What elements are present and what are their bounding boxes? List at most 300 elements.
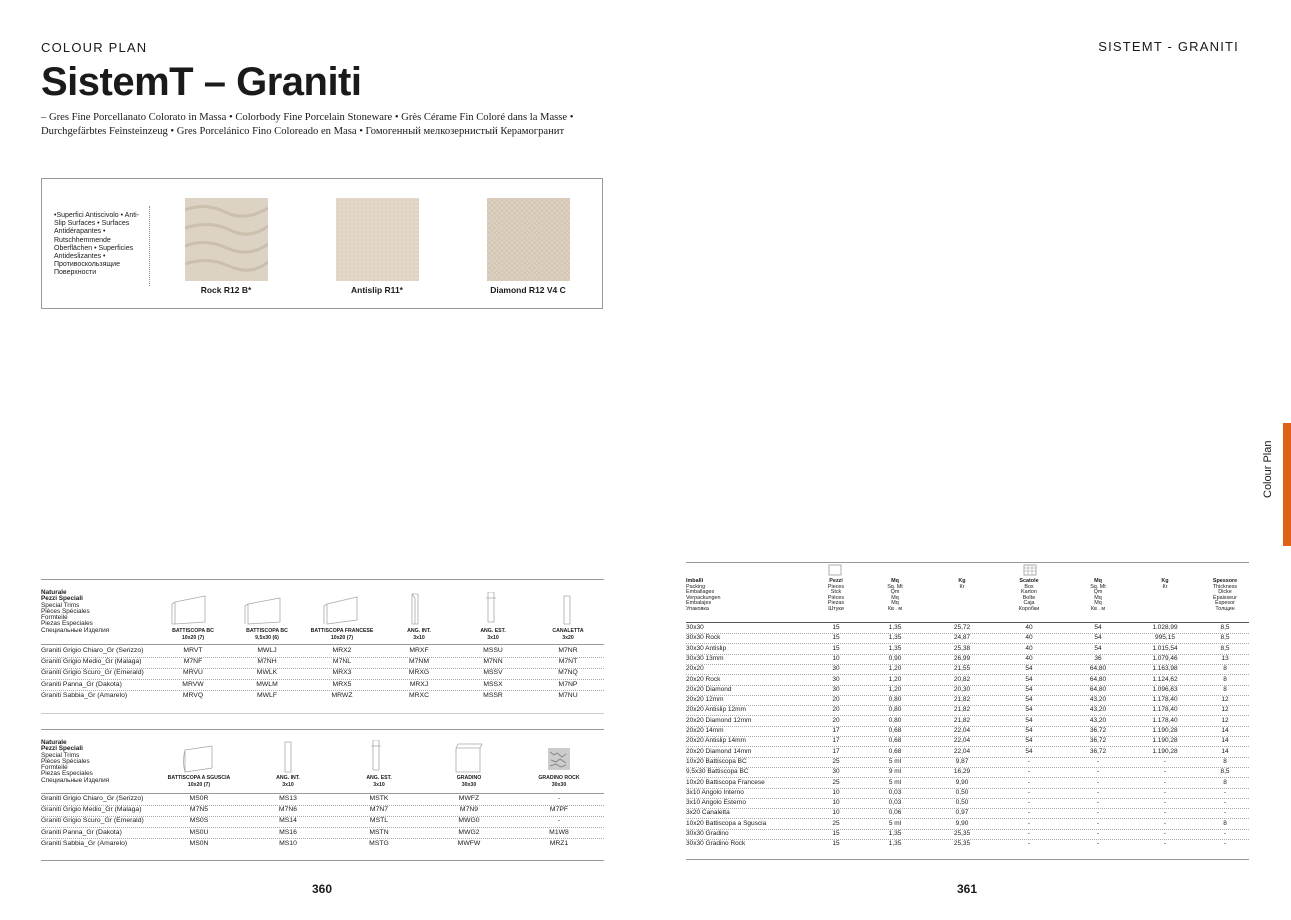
table2-code-cell: M1W8	[549, 828, 569, 836]
gradino-icon	[456, 744, 482, 772]
packing-value-cell: 1.190,28	[1152, 727, 1178, 734]
table2-row-name: Graniti Sabbia_Gr (Amarelo)	[41, 839, 128, 847]
packing-value-cell: 30	[832, 665, 840, 673]
packing-value-cell: -	[1096, 788, 1100, 796]
packing-header-line: Kg	[1161, 578, 1169, 584]
box-icon	[1023, 564, 1037, 576]
swatch-label-diamond: Diamond R12 V4 C	[490, 285, 566, 295]
table2-trims-label: Naturale Pezzi Speciali Special Trims Pièces Spéciales Formteile Piezas Especiales Специальные Изделия	[41, 739, 110, 784]
packing-value-cell: -	[1096, 799, 1100, 807]
packing-value-cell: 1.190,28	[1152, 737, 1178, 745]
table2-code-cell: MSTL	[369, 817, 389, 825]
packing-value-cell: 22,04	[953, 747, 971, 755]
packing-value-cell: 25	[832, 778, 840, 786]
packing-header-line: Коробки	[1018, 605, 1040, 612]
table1-code-cell: MRVQ	[182, 691, 204, 699]
table1-col-header	[523, 628, 613, 641]
table1-row-name: Graniti Sabbia_Gr (Amarelo)	[41, 691, 128, 699]
table2-row-name: Graniti Grigio Chiaro_Gr (Serizzo)	[41, 795, 144, 802]
table2-col-header	[514, 775, 604, 788]
finishes-panel	[41, 178, 603, 309]
packing-value-cell: 12	[1221, 696, 1229, 704]
packing-value-cell: 40	[1025, 624, 1033, 631]
swatch-diamond	[487, 198, 570, 281]
packing-col-header	[806, 579, 866, 613]
packing-row-label: 30x30	[686, 624, 704, 631]
packing-value-cell: 10	[832, 809, 840, 817]
table2-code-cell: MSTG	[369, 839, 389, 847]
packing-value-cell: 5 ml	[888, 757, 902, 765]
packing-row-label: 3x10 Angolo Interno	[686, 788, 744, 796]
table1-code-cell: MRVW	[182, 680, 204, 688]
table1-code-cell: MSSU	[483, 647, 503, 654]
packing-header-line: Кв . м	[1090, 605, 1106, 612]
packing-header-line: Espesor	[1215, 600, 1235, 607]
table1-code-cell: MWLJ	[257, 647, 277, 654]
column-size: 3x10	[487, 634, 499, 641]
section-label: COLOUR PLAN	[41, 40, 148, 55]
packing-col-header	[932, 579, 992, 590]
packing-value-cell: -	[1027, 840, 1031, 848]
packing-value-cell: -	[1223, 830, 1227, 837]
table1-bottom-rule	[41, 713, 604, 714]
column-name: ANG. EST.	[366, 775, 392, 781]
packing-value-cell: 54	[1025, 716, 1033, 724]
packing-value-cell: 8,5	[1220, 624, 1230, 631]
packing-value-cell: -	[1027, 819, 1031, 827]
packing-value-cell: 54	[1025, 747, 1033, 755]
packing-value-cell: -	[1163, 819, 1167, 827]
packing-header-line: Кг	[1162, 583, 1168, 590]
packing-value-cell: 9,90	[955, 819, 969, 827]
packing-row-header: Imballi Packing Emballages Verpackungen Embalajes Упаковка	[686, 578, 721, 612]
packing-value-cell: 25,38	[953, 644, 971, 652]
packing-value-cell: 1.178,40	[1152, 716, 1178, 724]
table2-code-cell: M7N7	[369, 806, 389, 814]
packing-value-cell: 1,20	[888, 675, 902, 683]
packing-header-line: Karton	[1021, 589, 1037, 596]
packing-value-cell: 1.178,40	[1152, 706, 1178, 714]
packing-value-cell: -	[1163, 757, 1167, 765]
packing-value-cell: 14	[1221, 737, 1229, 745]
canaletta-icon	[564, 596, 570, 624]
table1-trim-icons	[150, 592, 600, 626]
finishes-description: •Superfici Antiscivolo • Anti-Slip Surfaces • Surfaces Antidérapantes • Rutschhemmende Oberflächen • Superficies Antideslizantes • Противоскользящие Поверхности	[54, 212, 140, 277]
packing-header-rule	[686, 622, 1249, 623]
packing-value-cell: -	[1163, 840, 1167, 848]
packing-value-cell: 36,72	[1089, 737, 1107, 745]
packing-value-cell: 15	[832, 830, 840, 837]
table1-code-cell: MRX3	[332, 669, 352, 677]
battiscopa-bc-icon	[172, 596, 205, 624]
packing-header-line: Толщин	[1215, 605, 1235, 612]
packing-value-cell: 1,35	[888, 840, 902, 848]
table2-code-cell: -	[557, 817, 561, 825]
table2-code-cell: MWG0	[458, 817, 480, 825]
packing-header-line: Piezas	[827, 600, 845, 607]
packing-value-cell: 20,30	[953, 685, 971, 693]
table2-code-cell: MWG2	[458, 828, 480, 836]
table2-code-cell: MS0N	[189, 839, 209, 847]
ang-est-2-icon	[371, 740, 381, 770]
packing-value-cell: 1,35	[888, 830, 902, 837]
packing-header-line: Mq	[891, 578, 899, 584]
table1-code-cell: MRX5	[332, 680, 352, 688]
packing-value-cell: 0,80	[888, 706, 902, 714]
packing-value-cell: 0,97	[955, 809, 969, 817]
packing-value-cell: 0,03	[888, 799, 902, 807]
packing-row-label: 20x20 Antislip 14mm	[686, 737, 746, 745]
table1-code-cell: M7NU	[558, 691, 578, 699]
packing-value-cell: 1.163,98	[1152, 665, 1178, 673]
column-name: GRADINO	[456, 775, 482, 781]
battiscopa-bc-9x30-icon	[245, 598, 280, 624]
table1-code-cell: MRVT	[183, 647, 203, 654]
packing-value-cell: 9 ml	[888, 768, 902, 776]
packing-value-cell: 22,04	[953, 727, 971, 734]
table2-code-cell: MWFW	[457, 839, 481, 847]
packing-value-cell: 14	[1221, 727, 1229, 734]
column-size: 3x10	[373, 781, 385, 788]
packing-value-cell: 21,82	[953, 716, 971, 724]
running-header: SISTEMT - GRANITI	[1098, 39, 1239, 54]
table2-code-cell: M7PF	[549, 806, 569, 814]
packing-value-cell: -	[1163, 799, 1167, 807]
table2-code-cell: MS0U	[189, 828, 209, 836]
packing-value-cell: 995,15	[1155, 634, 1175, 642]
packing-value-cell: 30	[832, 675, 840, 683]
table2-code-cell: MS0R	[189, 795, 209, 802]
packing-value-cell: 17	[832, 727, 840, 734]
column-size: 3x20	[562, 634, 574, 641]
packing-top-rule	[686, 562, 1249, 563]
table1-row-name: Graniti Grigio Medio_Gr (Malaga)	[41, 658, 142, 666]
ang-est-icon	[486, 592, 496, 622]
table1-code-cell: MRXF	[409, 647, 429, 654]
packing-value-cell: 0,50	[955, 788, 969, 796]
table1-code-cell: M7NQ	[558, 669, 578, 677]
packing-row-label: 10x20 Battiscopa BC	[686, 757, 747, 765]
rock-texture-image	[185, 198, 268, 281]
column-name: ANG. INT.	[276, 775, 300, 781]
packing-value-cell: 15	[832, 624, 840, 631]
packing-value-cell: 8	[1223, 675, 1227, 683]
packing-row-label: 20x20 Rock	[686, 675, 721, 683]
packing-header-line: Pieces	[827, 583, 845, 590]
packing-header-line: Sq. Mt	[887, 583, 903, 590]
packing-col-header	[1135, 579, 1195, 590]
packing-value-cell: -	[1096, 819, 1100, 827]
swatch-antislip	[336, 198, 419, 281]
packing-value-cell: 1.190,28	[1152, 747, 1178, 755]
packing-header-line: Кв . м	[887, 605, 903, 612]
table1-code-cell: MRWZ	[331, 691, 353, 699]
packing-header-line: Mq	[891, 594, 899, 601]
packing-header-line: Kg	[958, 578, 966, 584]
table1-code-cell: MRXG	[408, 669, 430, 677]
packing-value-cell: 5 ml	[888, 819, 902, 827]
ang-int-2-icon	[285, 742, 291, 772]
finishes-divider	[149, 206, 150, 286]
packing-value-cell: 43,20	[1089, 716, 1107, 724]
table2-code-cell: MSTN	[369, 828, 389, 836]
table1-code-cell: M7NP	[558, 680, 578, 688]
column-name: BATTISCOPA BC	[246, 628, 288, 634]
packing-value-cell: 20	[832, 696, 840, 704]
packing-value-cell: 1.079,46	[1152, 654, 1178, 662]
column-name: ANG. INT.	[407, 628, 431, 634]
packing-header-line: Кг	[959, 583, 965, 590]
column-name: BATTISCOPA FRANCESE	[310, 628, 374, 634]
packing-value-cell: -	[1027, 778, 1031, 786]
packing-header-line: Boîte	[1022, 594, 1036, 601]
packing-row-label: 10x20 Battiscopa a Sguscia	[686, 819, 767, 827]
packing-value-cell: 1,20	[888, 685, 902, 693]
packing-header-line: Épaisseur	[1213, 594, 1237, 601]
table1-row-name: Graniti Grigio Chiaro_Gr (Serizzo)	[41, 647, 144, 654]
table1-row-name: Graniti Grigio Scuro_Gr (Emerald)	[41, 669, 144, 677]
packing-value-cell: 16,29	[953, 768, 971, 776]
packing-value-cell: 54	[1025, 727, 1033, 734]
antislip-texture-image	[336, 198, 419, 281]
column-name: CANALETTA	[552, 628, 584, 634]
packing-value-cell: 0,80	[888, 716, 902, 724]
table2-header-rule	[41, 793, 604, 794]
packing-value-cell: 15	[832, 634, 840, 642]
column-name: BATTISCOPA A SGUSCIA	[167, 775, 231, 781]
packing-value-cell: -	[1223, 840, 1227, 848]
packing-value-cell: 10	[832, 788, 840, 796]
packing-value-cell: -	[1096, 768, 1100, 776]
table2-code-cell: M7N6	[278, 806, 298, 814]
packing-value-cell: 21,55	[953, 665, 971, 673]
table1-code-cell: MRX2	[332, 647, 352, 654]
packing-col-header	[865, 579, 925, 613]
table1-code-cell: M7NN	[483, 658, 503, 666]
packing-value-cell: 30	[832, 768, 840, 776]
packing-value-cell: -	[1027, 809, 1031, 817]
packing-bottom-rule	[686, 859, 1249, 860]
table2-code-cell: -	[557, 795, 561, 802]
packing-value-cell: 20,82	[953, 675, 971, 683]
packing-value-cell: 21,82	[953, 706, 971, 714]
packing-value-cell: 54	[1094, 644, 1102, 652]
packing-value-cell: 17	[832, 737, 840, 745]
table2-code-cell: MS10	[279, 839, 297, 847]
packing-value-cell: 25	[832, 757, 840, 765]
packing-value-cell: 36,72	[1089, 727, 1107, 734]
diamond-texture-image	[487, 198, 570, 281]
packing-value-cell: -	[1027, 768, 1031, 776]
swatch-label-antislip: Antislip R11*	[351, 285, 403, 295]
column-size: 30x30	[551, 781, 567, 788]
packing-value-cell: 40	[1025, 634, 1033, 642]
packing-col-header	[999, 579, 1059, 613]
packing-value-cell: -	[1163, 768, 1167, 776]
packing-value-cell: -	[1223, 809, 1227, 817]
packing-value-cell: 15	[832, 840, 840, 848]
column-size: 30x30	[461, 781, 477, 788]
column-name: ANG. EST.	[480, 628, 506, 634]
packing-value-cell: 1.124,62	[1152, 675, 1178, 683]
packing-header-line: Mq	[1094, 600, 1102, 607]
packing-header-line: Thickness	[1212, 583, 1238, 590]
packing-value-cell: -	[1163, 809, 1167, 817]
table1-code-cell: MSSX	[483, 680, 503, 688]
table1-code-cell: M7NH	[257, 658, 277, 666]
packing-value-cell: 1,35	[888, 634, 902, 642]
packing-row-label: 20x20 12mm	[686, 696, 724, 704]
packing-header-line: Spessore	[1212, 578, 1238, 584]
packing-value-cell: 54	[1025, 696, 1033, 704]
packing-value-cell: 0,68	[888, 747, 902, 755]
table2-col-header	[243, 775, 333, 788]
column-name: BATTISCOPA BC	[172, 628, 214, 634]
column-name: GRADINO ROCK	[538, 775, 580, 781]
packing-header-line: Dicke	[1218, 589, 1232, 596]
table1-code-cell: MRXC	[408, 691, 429, 699]
packing-header-line: Scatole	[1019, 578, 1039, 584]
packing-value-cell: 12	[1221, 716, 1229, 724]
packing-row-label: 10x20 Battiscopa Francese	[686, 778, 765, 786]
packing-header-line: Mq	[891, 600, 899, 607]
table1-code-cell: M7NF	[183, 658, 203, 666]
swatch-rock	[185, 198, 268, 281]
packing-value-cell: 10	[832, 799, 840, 807]
packing-row-label: 20x20 Diamond 12mm	[686, 716, 752, 724]
packing-value-cell: -	[1096, 778, 1100, 786]
packing-value-cell: 1,35	[888, 624, 902, 631]
packing-row-label: 20x20 Diamond	[686, 685, 732, 693]
packing-row-label: 30x30 Antislip	[686, 644, 727, 652]
table2-row-name: Graniti Panna_Gr (Dakota)	[41, 828, 122, 836]
packing-value-cell: 5 ml	[888, 778, 902, 786]
packing-value-cell: -	[1096, 809, 1100, 817]
packing-value-cell: 64,80	[1089, 685, 1107, 693]
packing-row-label: 3x10 Angolo Esterno	[686, 799, 746, 807]
table1-code-cell: MWLM	[256, 680, 278, 688]
table1-code-cell: MWLF	[256, 691, 277, 699]
page-subtitle: – Gres Fine Porcellanato Colorato in Massa • Colorbody Fine Porcelain Stoneware • Grès Cérame Fin Coloré dans la Masse • Durchgefärbtes Feinsteinzeug • Gres Porcelánico Fino Coloreado en Masa • Гомогенный мелкозернистый Керамогранит	[41, 112, 574, 137]
packing-row-label: 3x20 Canaletta	[686, 809, 730, 817]
packing-value-cell: 1.096,63	[1152, 685, 1178, 693]
packing-value-cell: 64,80	[1089, 675, 1107, 683]
packing-value-cell: 40	[1025, 644, 1033, 652]
packing-value-cell: 36	[1094, 654, 1102, 662]
table2-code-cell: MSTK	[369, 795, 389, 802]
packing-value-cell: 8	[1223, 819, 1227, 827]
packing-value-cell: 25,35	[953, 830, 971, 837]
page-title: SistemT – Graniti	[41, 60, 362, 104]
table2-code-cell: MS13	[279, 795, 297, 802]
packing-header-line: Stck	[830, 589, 842, 596]
packing-value-cell: 0,03	[888, 788, 902, 796]
packing-value-cell: -	[1027, 830, 1031, 837]
packing-value-cell: 1.015,54	[1152, 644, 1178, 652]
packing-value-cell: 9,87	[955, 757, 969, 765]
table2-col-header	[154, 775, 244, 788]
packing-header-line: Sq. Mt	[1090, 583, 1106, 590]
packing-col-header	[1068, 579, 1128, 613]
packing-value-cell: 54	[1025, 706, 1033, 714]
packing-row-label: 9,5x30 Battiscopa BC	[686, 768, 749, 776]
packing-value-cell: 0,90	[888, 654, 902, 662]
packing-value-cell: 1,35	[888, 644, 902, 652]
packing-value-cell: 8	[1223, 757, 1227, 765]
page-number-right: 361	[957, 882, 978, 896]
packing-value-cell: -	[1163, 830, 1167, 837]
packing-row-label: 30x30 Gradino Rock	[686, 840, 746, 848]
packing-value-cell: 1,20	[888, 665, 902, 673]
packing-value-cell: 15	[832, 644, 840, 652]
table2-row-name: Graniti Grigio Scuro_Gr (Emerald)	[41, 817, 144, 825]
packing-value-cell: 22,04	[953, 737, 971, 745]
table1-code-cell: MRXJ	[409, 680, 429, 688]
packing-header-line: Pièces	[827, 594, 845, 601]
column-size: 3x10	[413, 634, 425, 641]
piece-tile-icon	[828, 564, 842, 576]
packing-value-cell: -	[1096, 757, 1100, 765]
table1-code-cell: M7NM	[408, 658, 429, 666]
packing-value-cell: 26,99	[953, 654, 971, 662]
packing-value-cell: 8	[1223, 778, 1227, 786]
packing-row-label: 30x30 Gradino	[686, 830, 729, 837]
packing-header-line: Штуки	[828, 605, 844, 612]
packing-value-cell: -	[1027, 799, 1031, 807]
packing-row-label: 20x20 14mm	[686, 727, 724, 734]
packing-header-line: Mq	[1094, 578, 1102, 584]
packing-value-cell: -	[1163, 778, 1167, 786]
packing-value-cell: -	[1223, 799, 1227, 807]
table1-top-rule	[41, 579, 604, 580]
table2-code-cell: MS14	[279, 817, 297, 825]
packing-row-label: 20x20 Antislip 12mm	[686, 706, 746, 714]
packing-header-line: Mq	[1094, 594, 1102, 601]
column-size: 10x20 (7)	[330, 634, 354, 641]
battiscopa-francese-icon	[324, 597, 357, 624]
table1-code-cell: MSSV	[483, 669, 503, 677]
table2-code-cell: MS16	[279, 828, 297, 836]
packing-value-cell: 0,68	[888, 737, 902, 745]
packing-value-cell: 21,82	[953, 696, 971, 704]
table2-code-cell: MS0S	[189, 817, 209, 825]
packing-header-line: Pezzi	[829, 578, 843, 584]
table1-code-cell: M7NR	[558, 647, 578, 654]
packing-value-cell: 24,87	[953, 634, 971, 642]
table2-code-cell: M7N9	[459, 806, 479, 814]
side-tab-marker[interactable]	[1283, 423, 1291, 546]
packing-header-line: Qm	[1093, 589, 1103, 596]
table1-header-rule	[41, 644, 604, 645]
packing-value-cell: 8,5	[1220, 634, 1230, 642]
table2-top-rule	[41, 729, 604, 730]
packing-value-cell: 17	[832, 747, 840, 755]
table2-bottom-rule	[41, 860, 604, 861]
table1-code-cell: MRVU	[183, 669, 203, 677]
column-size: 10x20 (7)	[187, 781, 211, 788]
packing-value-cell: 40	[1025, 654, 1033, 662]
packing-value-cell: 64,80	[1089, 665, 1107, 673]
packing-value-cell: 1.178,40	[1152, 696, 1178, 704]
packing-value-cell: 54	[1094, 624, 1102, 631]
gradino-rock-icon	[548, 748, 570, 770]
packing-value-cell: 54	[1025, 665, 1033, 673]
packing-value-cell: 20	[832, 706, 840, 714]
packing-value-cell: 0,06	[888, 809, 902, 817]
packing-value-cell: 8,5	[1220, 768, 1230, 776]
packing-value-cell: -	[1096, 840, 1100, 848]
side-tab-label: Colour Plan	[1262, 440, 1274, 498]
